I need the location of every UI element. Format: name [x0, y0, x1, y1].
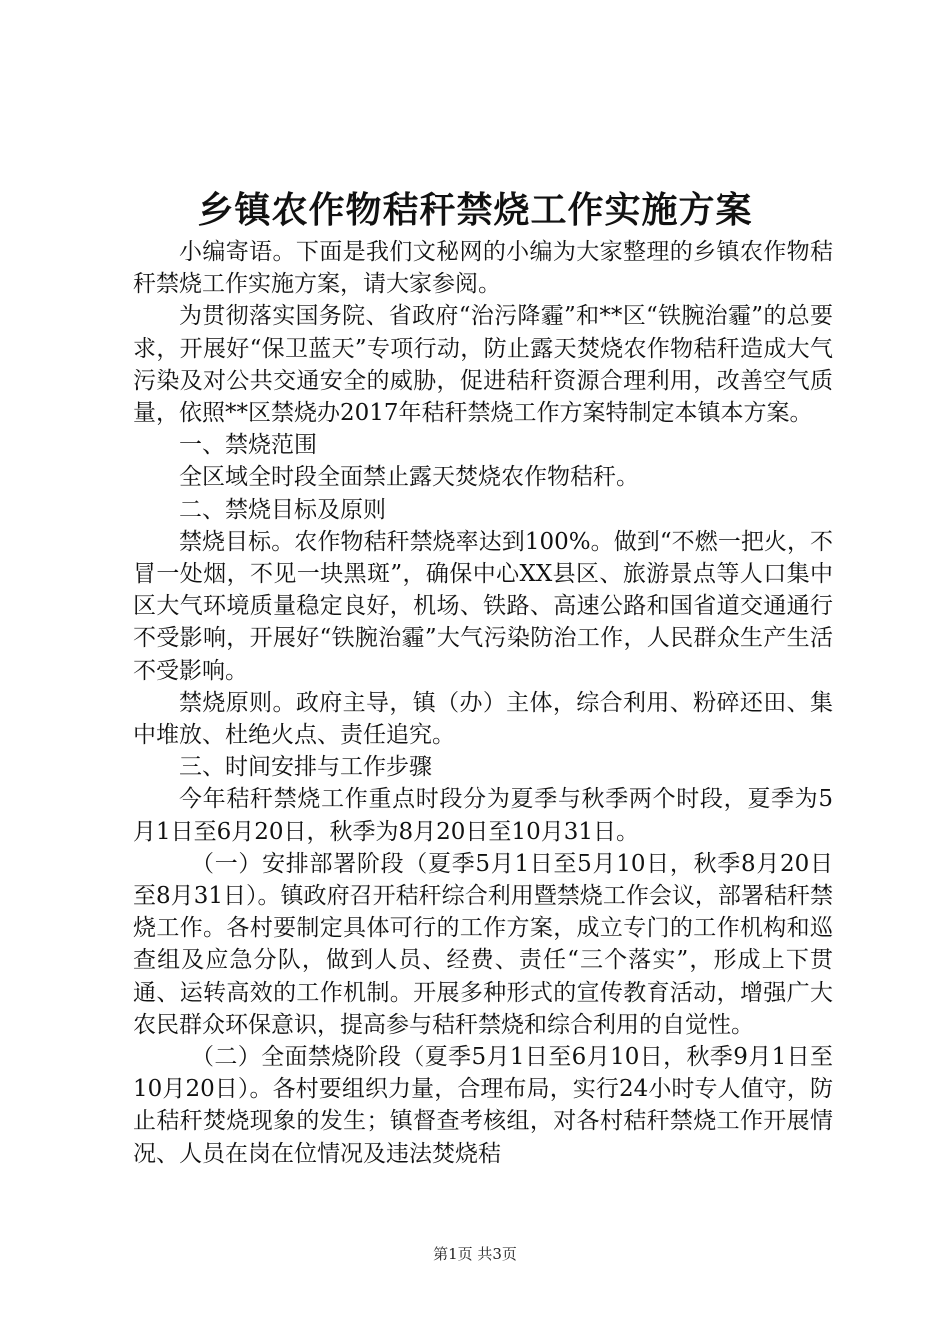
paragraph-intro: 小编寄语。下面是我们文秘网的小编为大家整理的乡镇农作物秸秆禁烧工作实施方案，请大家参阅。 — [133, 239, 833, 298]
paragraph-purpose: 为贯彻落实国务院、省政府“治污降霾”和**区“铁腕治霾”的总要求，开展好“保卫蓝天”专项行动，防止露天焚烧农作物秸秆造成大气污染及对公共交通安全的威胁，促进秸秆资源合理利用，改善空气质量，依照**区禁烧办2017年秸秆禁烧工作方案特制定本镇本方案。 — [133, 303, 833, 427]
section-heading-scope: 一、禁烧范围 — [179, 432, 317, 459]
paragraph-scope: 全区域全时段全面禁止露天焚烧农作物秸秆。 — [179, 464, 639, 491]
paragraph-stage-one: （一）安排部署阶段（夏季5月1日至5月10日，秋季8月20日至8月31日）。镇政府召开秸秆综合利用暨禁烧工作会议，部署秸秆禁烧工作。各村要制定具体可行的工作方案，成立专门的工作机构和巡查组及应急分队，做到人员、经费、责任“三个落实”，形成上下贯通、运转高效的工作机制。开展多种形式的宣传教育活动，增强广大农民群众环保意识，提高参与秸秆禁烧和综合利用的自觉性。 — [133, 850, 833, 1038]
paragraph-goals: 禁烧目标。农作物秸秆禁烧率达到100%。做到“不燃一把火，不冒一处烟，不见一块黑斑”，确保中心XX县区、旅游景点等人口集中区大气环境质量稳定良好，机场、铁路、高速公路和国省道交通通行不受影响，开展好“铁腕治霾”大气污染防治工作，人民群众生产生活不受影响。 — [133, 528, 833, 684]
document-title: 乡镇农作物秸秆禁烧工作实施方案 — [197, 189, 753, 231]
paragraph-schedule: 今年秸秆禁烧工作重点时段分为夏季与秋季两个时段，夏季为5月1日至6月20日，秋季为8月20日至10月31日。 — [133, 786, 833, 845]
document-body — [133, 236, 833, 1170]
section-heading-goals: 二、禁烧目标及原则 — [179, 496, 386, 523]
page-number-footer: 第1页 共3页 — [433, 1245, 517, 1263]
section-heading-schedule: 三、时间安排与工作步骤 — [179, 754, 432, 781]
paragraph-principles: 禁烧原则。政府主导，镇（办）主体，综合利用、粉碎还田、集中堆放、杜绝火点、责任追究。 — [133, 689, 833, 749]
paragraph-stage-two: （二）全面禁烧阶段（夏季5月1日至6月10日，秋季9月1日至10月20日）。各村要组织力量，合理布局，实行24小时专人值守，防止秸秆焚烧现象的发生；镇督查考核组，对各村秸秆禁烧工作开展情况、人员在岗在位情况及违法焚烧秸 — [133, 1044, 833, 1167]
